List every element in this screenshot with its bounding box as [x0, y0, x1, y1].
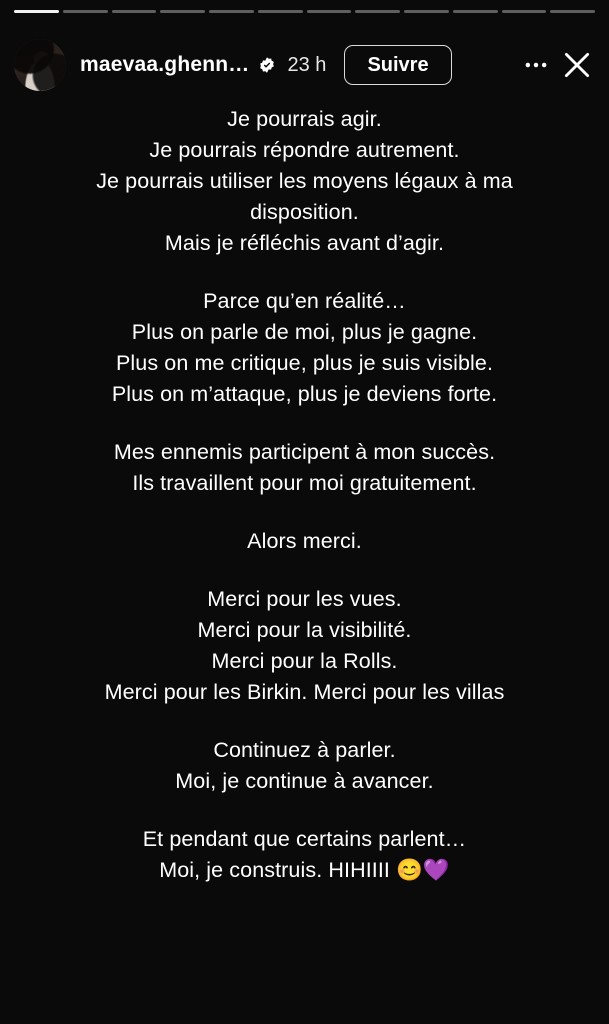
story-text-line: Plus on me critique, plus je suis visible. [115, 351, 494, 375]
story-paragraph [30, 526, 579, 557]
story-text-line: Mais je réfléchis avant d’agir. [164, 231, 445, 255]
story-text-line: Je pourrais répondre autrement. [149, 138, 460, 162]
story-text-line: Plus on parle de moi, plus je gagne. [131, 320, 478, 344]
follow-button[interactable]: Suivre [344, 45, 451, 85]
story-progress-segment[interactable] [63, 10, 108, 13]
timestamp-label: 23 h [287, 53, 327, 76]
close-icon[interactable] [557, 45, 597, 85]
story-text-line: disposition. [250, 200, 359, 224]
story-text-line: Plus on m’attaque, plus je deviens forte. [111, 382, 498, 406]
story-text-line: Continuez à parler. [213, 738, 396, 762]
more-options-icon[interactable] [519, 48, 553, 82]
avatar[interactable] [14, 39, 66, 91]
story-paragraph [30, 584, 579, 708]
story-paragraph [30, 437, 579, 499]
story-paragraph [30, 104, 579, 259]
story-text-line: Et pendant que certains parlent… [142, 827, 467, 851]
story-text-line: Moi, je continue à avancer. [175, 769, 434, 793]
story-text-line: Je pourrais utiliser les moyens légaux à ma [96, 169, 513, 193]
story-progress-segment[interactable] [258, 10, 303, 13]
story-progress-segment[interactable] [404, 10, 449, 13]
story-text-line: Merci pour les vues. [207, 587, 402, 611]
story-progress-segment[interactable] [453, 10, 498, 13]
story-progress-segment[interactable] [502, 10, 547, 13]
story-text-line: Merci pour la Rolls. [211, 649, 398, 673]
avatar-image-shadow [14, 39, 66, 91]
story-progress-segment[interactable] [307, 10, 352, 13]
story-text-line: Merci pour la visibilité. [197, 618, 412, 642]
story-text-line: Moi, je construis. HIHIIII 😊💜 [159, 858, 450, 882]
story-text-line: Parce qu’en réalité… [203, 289, 406, 313]
story-text-line: Alors merci. [247, 529, 362, 553]
story-text-line: Je pourrais agir. [227, 107, 382, 131]
story-header [14, 36, 597, 94]
story-text-content [30, 104, 579, 913]
story-progress-segment[interactable] [355, 10, 400, 13]
story-progress-segment[interactable] [112, 10, 157, 13]
story-progress-segment[interactable] [160, 10, 205, 13]
username-label[interactable]: maevaa.ghenn… [80, 53, 250, 76]
story-progress-segment[interactable] [14, 10, 59, 13]
story-text-line: Ils travaillent pour moi gratuitement. [132, 471, 477, 495]
verified-badge-icon [258, 56, 276, 74]
story-paragraph [30, 286, 579, 410]
story-progress-segment[interactable] [550, 10, 595, 13]
story-paragraph [30, 735, 579, 797]
story-text-line: Merci pour les Birkin. Merci pour les villas [104, 680, 505, 704]
story-progress-bar [14, 10, 595, 13]
story-paragraph [30, 824, 579, 886]
story-progress-segment[interactable] [209, 10, 254, 13]
story-text-line: Mes ennemis participent à mon succès. [113, 440, 496, 464]
